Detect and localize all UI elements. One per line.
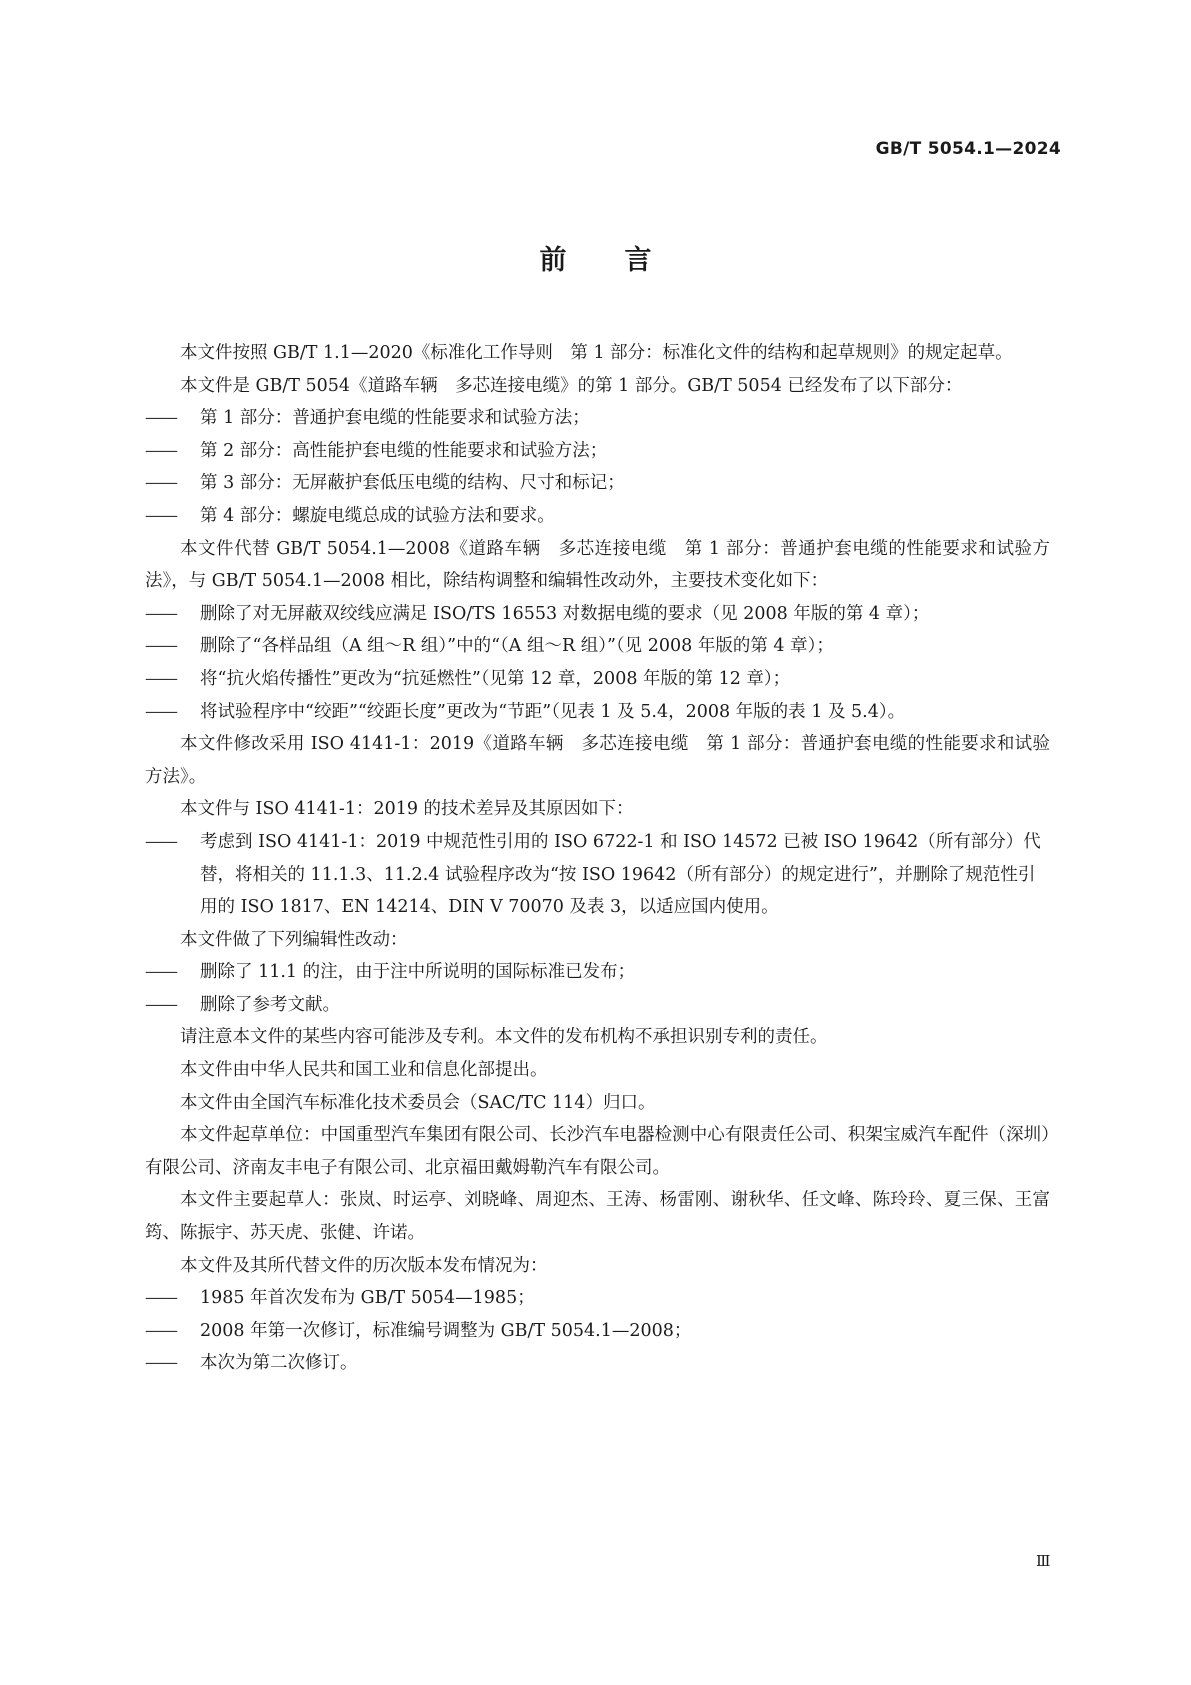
list-item-text: 将试验程序中“绞距”“绞距长度”更改为“节距”（见表 1 及 5.4，2008 年版的表 1 及 5.4）。 [200,701,906,722]
list-item-text: 1985 年首次发布为 GB/T 5054—1985； [200,1288,535,1309]
list-dash: —— [145,701,176,722]
list-item [145,630,1050,663]
list-item [145,402,1050,435]
list-dash: —— [145,962,176,983]
list-dash: —— [145,505,176,526]
page-number: Ⅲ [1036,1552,1051,1570]
list-item-text: 将“抗火焰传播性”更改为“抗延燃性”（见第 12 章，2008 年版的第 12 章）； [200,668,791,689]
list-dash: —— [145,408,176,429]
list-item-text: 删除了“各样品组（A 组～R 组）”中的“（A 组～R 组）”（见 2008 年版的第 4 章）； [200,636,834,657]
list-item-text: 第 1 部分：普通护套电缆的性能要求和试验方法； [200,408,590,429]
body-paragraph: 本文件代替 GB/T 5054.1—2008《道路车辆 多芯连接电缆 第 1 部分：普通护套电缆的性能要求和试验方法》，与 GB/T 5054.1—2008 相比，除结构调整和编辑性改动外，主要技术变化如下： [145,538,1050,592]
body-paragraph: 请注意本文件的某些内容可能涉及专利。本文件的发布机构不承担识别专利的责任。 [180,1027,828,1048]
list-item-text: 2008 年第一次修订，标准编号调整为 GB/T 5054.1—2008； [200,1320,692,1341]
list-item-text: 删除了对无屏蔽双绞线应满足 ISO/TS 16553 对数据电缆的要求（见 2008 年版的第 4 章）； [200,603,930,624]
list-dash: —— [145,668,176,689]
list-item [145,598,1050,631]
list-item [145,989,1050,1022]
list-item-text: 第 4 部分：螺旋电缆总成的试验方法和要求。 [200,505,555,526]
standard-code: GB/T 5054.1—2024 [875,139,1061,159]
list-item-text: 本次为第二次修订。 [200,1353,358,1374]
body-paragraph: 本文件是 GB/T 5054《道路车辆 多芯连接电缆》的第 1 部分。GB/T 5054 已经发布了以下部分： [180,375,963,396]
document-body [145,337,1050,1380]
list-item [145,696,1050,729]
list-item [145,500,1050,533]
list-dash: —— [145,1320,176,1341]
body-paragraph: 本文件按照 GB/T 1.1—2020《标准化工作导则 第 1 部分：标准化文件的结构和起草规则》的规定起草。 [180,343,1013,363]
list-dash: —— [145,603,176,624]
list-item-text: 考虑到 ISO 4141-1：2019 中规范性引用的 ISO 6722-1 和 ISO 14572 已被 ISO 19642（所有部分）代替，将相关的 11.1.3、11.2.4 试验程序改为“按 ISO 19642（所有部分）的规定进行”，并删除了规范性引用的 ISO 1817、EN 14214、DIN V 70070 及表 3，以适应国内使用。 [200,831,1041,918]
body-paragraph: 本文件起草单位：中国重型汽车集团有限公司、长沙汽车电器检测中心有限责任公司、积架宝威汽车配件（深圳）有限公司、济南友丰电子有限公司、北京福田戴姆勒汽车有限公司。 [145,1125,1050,1178]
list-item-text: 删除了 11.1 的注，由于注中所说明的国际标准已发布； [200,962,636,983]
list-item [145,467,1050,500]
list-item [145,1282,1050,1315]
body-paragraph: 本文件及其所代替文件的历次版本发布情况为： [180,1255,548,1276]
list-item-text: 删除了参考文献。 [200,994,340,1015]
list-item [145,1315,1050,1348]
body-paragraph: 本文件主要起草人：张岚、时运亭、刘晓峰、周迎杰、王涛、杨雷刚、谢秋华、任文峰、陈玲玲、夏三保、王富筠、陈振宇、苏天虎、张健、许诺。 [145,1190,1050,1244]
list-item [145,663,1050,696]
list-item-text: 第 3 部分：无屏蔽护套低压电缆的结构、尺寸和标记； [200,473,625,494]
body-paragraph: 本文件修改采用 ISO 4141-1：2019《道路车辆 多芯连接电缆 第 1 部分：普通护套电缆的性能要求和试验方法》。 [145,734,1050,787]
list-dash: —— [145,440,176,461]
body-paragraph: 本文件由中华人民共和国工业和信息化部提出。 [180,1060,548,1081]
list-dash: —— [145,636,176,657]
list-dash: —— [145,1353,176,1374]
list-dash: —— [145,831,176,852]
list-item [145,1347,1050,1380]
list-item [145,435,1050,468]
list-item-text: 第 2 部分：高性能护套电缆的性能要求和试验方法； [200,440,608,461]
list-dash: —— [145,1288,176,1309]
body-paragraph: 本文件由全国汽车标准化技术委员会（SAC/TC 114）归口。 [180,1092,656,1113]
body-paragraph: 本文件做了下列编辑性改动： [180,929,408,950]
body-paragraph: 本文件与 ISO 4141-1：2019 的技术差异及其原因如下： [180,799,634,820]
list-item [145,826,1050,924]
page-title: 前言 [539,245,710,276]
list-dash: —— [145,994,176,1015]
list-dash: —— [145,473,176,494]
list-item [145,956,1050,989]
